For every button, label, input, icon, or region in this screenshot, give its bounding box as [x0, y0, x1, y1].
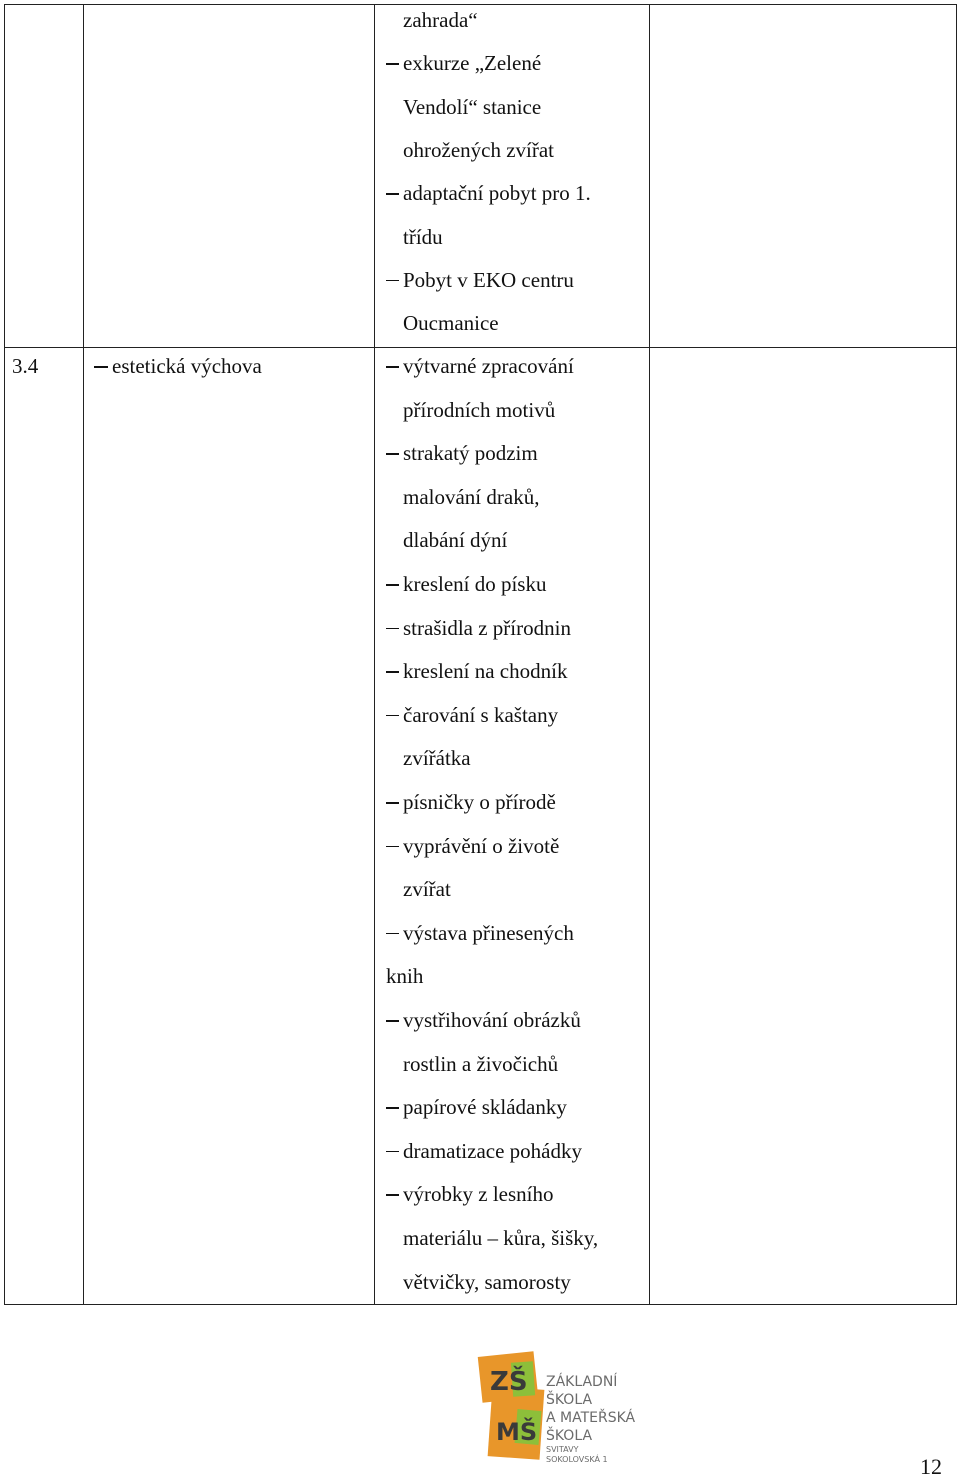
- activity-dash: [386, 193, 399, 195]
- table-border-top: [4, 4, 957, 5]
- logo-mark-bottom: MŠ: [496, 1418, 538, 1446]
- school-logo: [470, 1344, 670, 1470]
- activity-dash: [386, 628, 399, 630]
- activity-item: kreslení na chodník: [403, 659, 568, 684]
- logo-text-5: SVITAVY: [546, 1445, 579, 1454]
- logo-text-1: ZÁKLADNÍ: [546, 1374, 618, 1390]
- activity-item: papírové skládanky: [403, 1095, 567, 1120]
- activity-item: zvířat: [403, 877, 451, 902]
- activity-item: písničky o přírodě: [403, 790, 556, 814]
- activity-item: dlabání dýní: [403, 528, 508, 553]
- activity-dash: [386, 1151, 399, 1153]
- activity-item: výstava přinesených: [403, 920, 574, 945]
- table-border-bottom: [4, 1304, 957, 1305]
- activity-dash: [386, 366, 399, 368]
- activity-item: malování draků,: [403, 484, 540, 509]
- activity-item: výtvarné zpracování: [403, 354, 574, 378]
- education-area: estetická výchova: [112, 354, 262, 378]
- row-number: 3.4: [12, 354, 39, 378]
- logo-mark-top: ZŠ: [490, 1367, 528, 1397]
- activity-dash: [386, 584, 399, 586]
- activity-item: zvířátka: [403, 746, 471, 771]
- activity-item: strašidla z přírodnin: [403, 615, 571, 640]
- activity-item: výrobky z lesního: [403, 1182, 554, 1207]
- activity-dash: [386, 846, 399, 848]
- activity-item: knih: [386, 964, 424, 989]
- activity-item: čarování s kaštany: [403, 702, 559, 727]
- activity-item: zahrada“: [403, 8, 478, 32]
- activity-item: rostlin a živočichů: [403, 1051, 559, 1076]
- activity-item: větvičky, samorosty: [403, 1269, 571, 1294]
- activity-dash: [386, 933, 399, 935]
- activity-item: Oucmanice: [403, 311, 499, 336]
- activity-dash: [386, 715, 399, 717]
- row-divider: [4, 347, 957, 348]
- column-divider-1: [83, 4, 84, 1304]
- activity-item: třídu: [403, 224, 443, 249]
- page-number: 12: [920, 1454, 942, 1479]
- activity-item: přírodních motivů: [403, 397, 556, 422]
- activity-item: materiálu – kůra, šišky,: [403, 1226, 599, 1250]
- school-logo-image: [470, 1344, 670, 1470]
- column-divider-2: [374, 4, 375, 1304]
- activity-item: Pobyt v EKO centru: [403, 267, 574, 292]
- activity-item: dramatizace pohádky: [403, 1138, 582, 1163]
- logo-text-2: ŠKOLA: [546, 1392, 593, 1408]
- logo-text-6: SOKOLOVSKÁ 1: [546, 1455, 608, 1464]
- activity-item: exkurze „Zelené: [403, 51, 542, 76]
- activity-dash: [386, 1194, 399, 1196]
- logo-text-3: A MATEŘSKÁ: [546, 1410, 636, 1426]
- activity-item: strakatý podzim: [403, 441, 538, 466]
- activity-dash: [386, 63, 399, 65]
- activity-dash: [386, 802, 399, 804]
- activity-dash: [386, 453, 399, 455]
- area-dash: [94, 366, 108, 368]
- activity-item: ohrožených zvířat: [403, 137, 555, 162]
- activity-item: vyprávění o životě: [403, 833, 560, 858]
- activity-dash: [386, 1020, 399, 1022]
- table-border-left: [4, 4, 5, 1304]
- logo-text-4: ŠKOLA: [546, 1428, 593, 1444]
- activity-item: adaptační pobyt pro 1.: [403, 181, 591, 206]
- activity-item: vystřihování obrázků: [403, 1008, 581, 1032]
- activity-item: kreslení do písku: [403, 572, 547, 596]
- table-border-right: [956, 4, 957, 1304]
- activity-item: Vendolí“ stanice: [403, 94, 542, 119]
- activity-dash: [386, 671, 399, 673]
- column-divider-3: [649, 4, 650, 1304]
- activity-dash: [386, 280, 399, 282]
- activity-dash: [386, 1107, 399, 1109]
